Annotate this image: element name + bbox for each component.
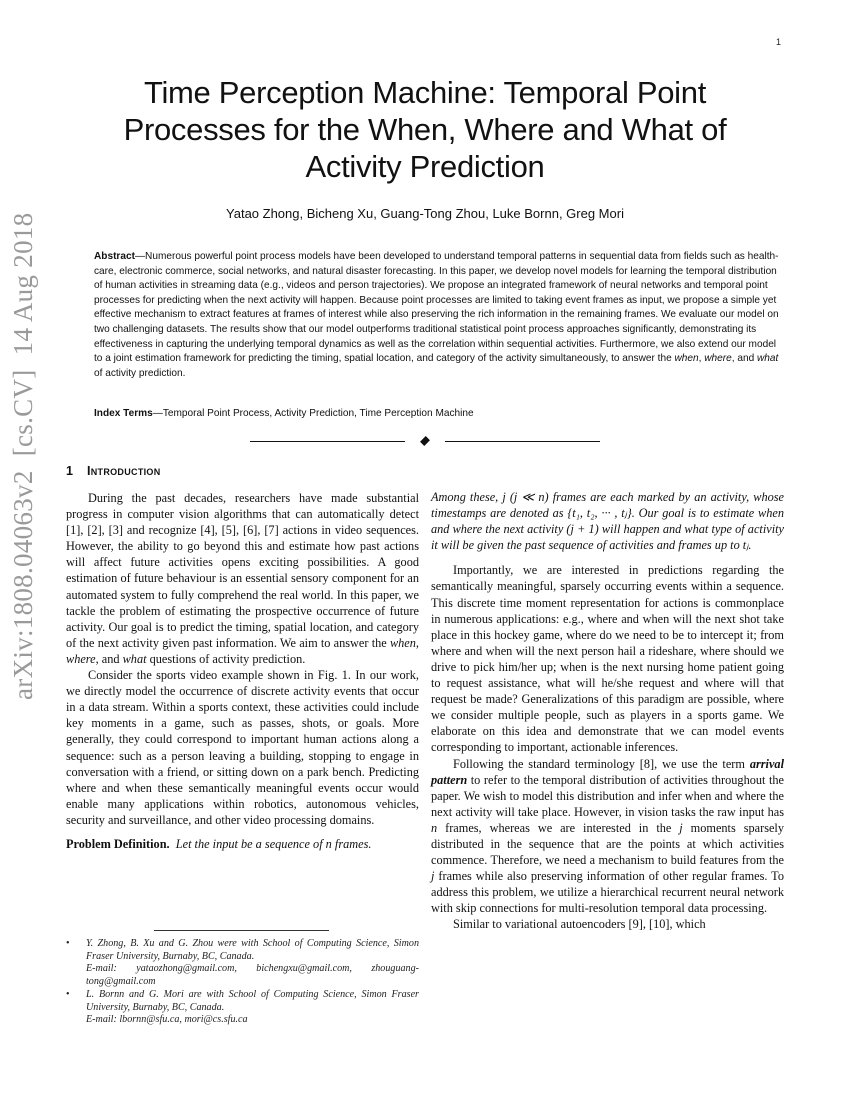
emphasis-when: when [389, 635, 416, 650]
separator-text: , and [95, 651, 123, 666]
abstract-when: when [674, 353, 699, 365]
math-n: n [431, 820, 438, 835]
paragraph [66, 490, 419, 667]
math-j: j [679, 820, 683, 835]
author-list: Yatao Zhong, Bicheng Xu, Guang-Tong Zhou, Luke Bornn, Greg Mori [226, 206, 624, 221]
math-j: j [431, 869, 435, 884]
title-line: Processes for the When, Where and What of [123, 112, 727, 147]
index-terms-label: Index Terms [94, 408, 153, 419]
footnote-rule [154, 930, 329, 931]
paragraph [431, 756, 784, 917]
abstract-where: where [704, 353, 732, 365]
problem-definition [66, 836, 419, 852]
index-terms-text: Temporal Point Process, Activity Prediction, Time Perception Machine [162, 408, 474, 419]
paragraph-text: frames while also preserving information of other regular frames. To address this problem, we utilize a hierarchical recurrent neural network with skip connections for multi-resolution temporal data processing. [431, 869, 784, 916]
title-line: Time Perception Machine: Temporal Point [143, 75, 707, 110]
footnote-text: Y. Zhong, B. Xu and G. Zhou were with School of Computing Science, Simon Fraser University, Burnaby, BC, Canada. [86, 938, 419, 962]
abstract-label: Abstract [94, 251, 135, 262]
footnote-item [66, 938, 419, 989]
footnote-text: L. Bornn and G. Mori are with School of Computing Science, Simon Fraser University, Burnaby, BC, Canada. [86, 988, 419, 1013]
left-column [66, 490, 419, 852]
paper-title [80, 74, 770, 185]
section-separator [250, 437, 600, 447]
paragraph-text: Following the standard terminology [8], we use the term [453, 756, 750, 771]
separator-text: , [415, 635, 419, 650]
footnote-email: E-mail: lbornn@sfu.ca, mori@cs.sfu.ca [86, 1014, 248, 1026]
paragraph-text: to refer to the temporal distribution of activities throughout the paper. We wish to model this distribution and infer when and where the next activity will take place. However, in vision tasks the raw input has [431, 772, 784, 819]
abstract-dash: — [134, 251, 146, 262]
abstract-sep: , and [731, 353, 758, 365]
paragraph: Consider the sports video example shown in Fig. 1. In our work, we directly model the occurrence of discrete activity events that occur in a data stream. Within a sports context, these activities could include key moments in a game, such as passes, shots, or goals. More generally, they could correspond to important human actions along a sequence: such as a person leaving a building, stopping to engage in conversation with a friend, or sitting down on a park bench. Predicting where and when these semantically meaningful events occur would enable many applications within robotics, autonomous vehicles, security and surveillance, and other video processing domains. [66, 668, 419, 827]
paragraph-text: questions of activity prediction. [146, 651, 306, 666]
separator-line-left [250, 441, 405, 442]
bullet-icon: • [66, 988, 70, 1000]
bullet-icon: • [66, 938, 70, 949]
arxiv-stamp: arXiv:1808.04063v2 [cs.CV] 14 Aug 2018 [8, 212, 38, 700]
index-terms [94, 408, 786, 419]
paragraph-text: frames, whereas we are interested in the [437, 820, 680, 835]
title-line: Activity Prediction [305, 149, 545, 184]
footnote-email: E-mail: yataozhong@gmail.com, bichengxu@gmail.com, zhouguang-tong@gmail.com [86, 963, 419, 988]
diamond-icon [420, 436, 430, 446]
abstract [94, 250, 786, 381]
abstract-text: Numerous powerful point process models have been developed to understand temporal patterns in sequential data from fields such as health-care, electronic commerce, social networks, and natural disaster forecasting. In this paper, we develop novel models for learning the temporal distribution of human activities in streaming data (e.g., videos and person trajectories). We propose an integrated framework of neural networks and temporal point processes for predicting when the next activity will happen. Because point processes are limited to taking event frames as input, we propose a simple yet effective mechanism to extract features at frames of interest while also preserving the rich information in the remaining frames. We evaluate our model on two challenging datasets. The results show that our model outperforms traditional statistical point process approaches significantly, demonstrating its effectiveness in capturing the underlying temporal dynamics as well as the correlation within sequential activities. Furthermore, we also extend our model to a joint estimation framework for predicting the timing, spatial location, and category of the activity simultaneously, to answer the [94, 251, 779, 365]
section-number: 1 [66, 464, 73, 478]
section-heading [66, 464, 161, 478]
separator-line-right [445, 441, 600, 442]
paragraph: Importantly, we are interested in predictions regarding the semantically meaningful, sparsely occurring events within a sequence. This discrete time moment representation for actions is commonplace in numerous applications: e.g., where and when will the next shot take place in this hockey game, where do we need to be to intercept it; from where and when will the next person hail a rideshare, where should we drive to pick him/her up; when is the next nursing home patient going to request assistance, what will he/she request and where will that request be made? Generalizations of this paradigm are possible, where we consider multiple people, such as players in a sports game. We elaborate on this idea and demonstrate that we can model events corresponding to important, actionable inferences. [431, 563, 784, 755]
footnote-item [66, 988, 419, 1027]
emphasis-what: what [122, 651, 147, 666]
abstract-tail: of activity prediction. [94, 367, 186, 379]
section-title: Introduction [86, 464, 161, 478]
problem-text: Let the input be a sequence of n frames. [175, 836, 372, 851]
problem-label: Problem Definition. [66, 836, 170, 851]
emphasis-where: where [66, 651, 96, 666]
right-column [431, 489, 784, 933]
problem-definition-continued: Among these, j (j ≪ n) frames are each marked by an activity, whose timestamps are denoted as {t₁, t₂, ··· , tⱼ}. Our goal is to estimate when and where the next activity (j + 1) will happen and what type of activity it will be given the past sequence of activities and frames up to tⱼ. [431, 490, 784, 553]
page-number: 1 [776, 37, 782, 47]
paragraph-text: moments sparsely distributed in the sequence that are the points at which activities commence. Therefore, we need a mechanism to build features from the [431, 820, 784, 868]
paragraph: Similar to variational autoencoders [9], [10], which [453, 917, 706, 932]
abstract-sep: , [698, 353, 705, 365]
index-terms-dash: — [152, 408, 163, 419]
paragraph-text: During the past decades, researchers have made substantial progress in computer vision algorithms that can automatically detect [1], [2], [3] and recognize [4], [5], [6], [7] actions in video sequences. However, the ability to go beyond this and estimate how past actions will affect future activities opens exciting possibilities. A good estimation of future behaviour is an essential sensory component for an automated system to fully comprehend the real world. In this paper, we tackle the problem of estimating the prospective occurrence of future activity. Our goal is to predict the timing, spatial location, and category of the next activity given past information. We aim to answer the [66, 491, 419, 650]
term-arrival-pattern: arrival pattern [431, 756, 784, 787]
abstract-what: what [757, 353, 779, 365]
footnotes [66, 938, 419, 1027]
